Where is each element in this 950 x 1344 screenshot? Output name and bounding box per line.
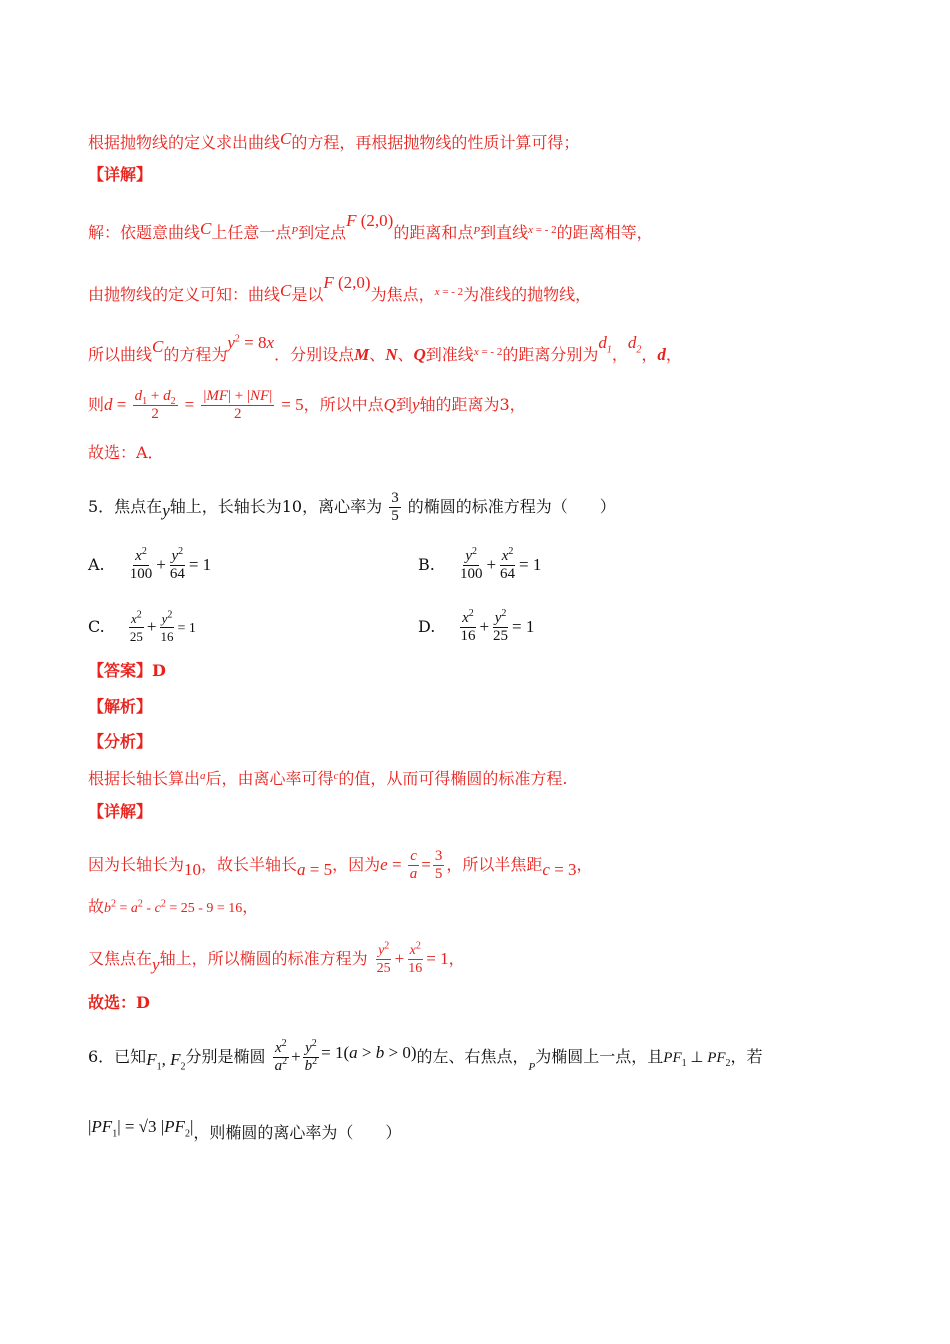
question-6-stem-2: $|PF_1| = √3$ $|PF_2|$，则椭圆的离心率为（ ）: [88, 1117, 402, 1142]
option-c[interactable]: C. $\frac{x^2}{25}$ + $\frac{y^2}{16}$ = 1: [88, 609, 196, 644]
detail-tag-4: 【详解】: [88, 165, 153, 184]
question-6-stem-1: 6．已知$F_1$, $F_2$分别是椭圆 $\frac{x^2}{a^2}$ + $\frac{y^2}{b^2}$ = 1(a > b > 0)的左、右焦点，$_P$为椭圆上一点，且$PF_1$ ⊥ $PF_2$，若: [88, 1038, 763, 1074]
option-b[interactable]: B. $\frac{y^2}{100}$ + $\frac{x^2}{64}$ = 1: [418, 546, 542, 582]
option-a[interactable]: A. $\frac{x^2}{100}$ + $\frac{y^2}{64}$ = 1: [88, 546, 212, 582]
fraction-mf-nf: $\frac{|MF| + |NF|}{2}$: [203, 388, 273, 422]
fraction-d1-d2: $\frac{d_1 + d_2}{2}$: [134, 388, 176, 422]
jiexi-tag-5: 【解析】: [88, 697, 153, 716]
analysis-5: 根据长轴长算出$^a$后，由离心率可得$^c$的值，从而可得椭圆的标准方程.: [88, 769, 568, 788]
q5-step-2: 故$b^2 = a^2 - c^2 = 25 - 9 = 16$，: [88, 897, 259, 916]
analysis-step-4: 则d = $\frac{d_1 + d_2}{2}$ = $\frac{|MF| + |NF|}{2}$ = 5，所以中点Q到y轴的距离为3，: [88, 388, 526, 422]
analysis-step-3: 所以曲线C的方程为$y^2 = 8x$．分别设点M、N、Q到准线$^{x = - 2}$的距离分别为$d_1$，$d_2$，d，: [88, 333, 682, 364]
fraction-3-5: $\frac{3}{5}$: [391, 490, 399, 524]
analysis-conclusion-4: 故选：A．: [88, 443, 164, 462]
answer-5: 【答案】D: [88, 661, 166, 680]
q5-step-3: 又焦点在y轴上，所以椭圆的标准方程为 $\frac{y^2}{25}$ + $\frac{x^2}{16}$ = 1，: [88, 940, 465, 976]
question-5-stem: 5．焦点在y轴上，长轴长为10，离心率为 $\frac{3}{5}$ 的椭圆的标准方程为（ ）: [88, 490, 616, 524]
q5-step-1: 因为长轴长为10，故长半轴长a = 5，因为e = $\frac{c}{a}$ = $\frac{3}{5}$ ，所以半焦距c = 3，: [88, 848, 593, 882]
q5-conclusion: 故选：D: [88, 993, 150, 1012]
analysis-step-1: 解：依题意曲线C上任意一点$^P$到定点F (2,0)的距离和点$^P$到直线$^{x = - 2}$的距离相等，: [88, 211, 653, 242]
analysis-step-2: 由抛物线的定义可知：曲线C是以F (2,0)为焦点，$^{x = - 2}$为准线的抛物线，: [88, 273, 592, 304]
fenxi-tag-5: 【分析】: [88, 732, 153, 751]
detail-tag-5: 【详解】: [88, 802, 153, 821]
option-d[interactable]: D. $\frac{x^2}{16}$ + $\frac{y^2}{25}$ = 1: [418, 608, 535, 644]
analysis-intro: 根据抛物线的定义求出曲线C的方程，再根据抛物线的性质计算可得；: [88, 129, 580, 152]
